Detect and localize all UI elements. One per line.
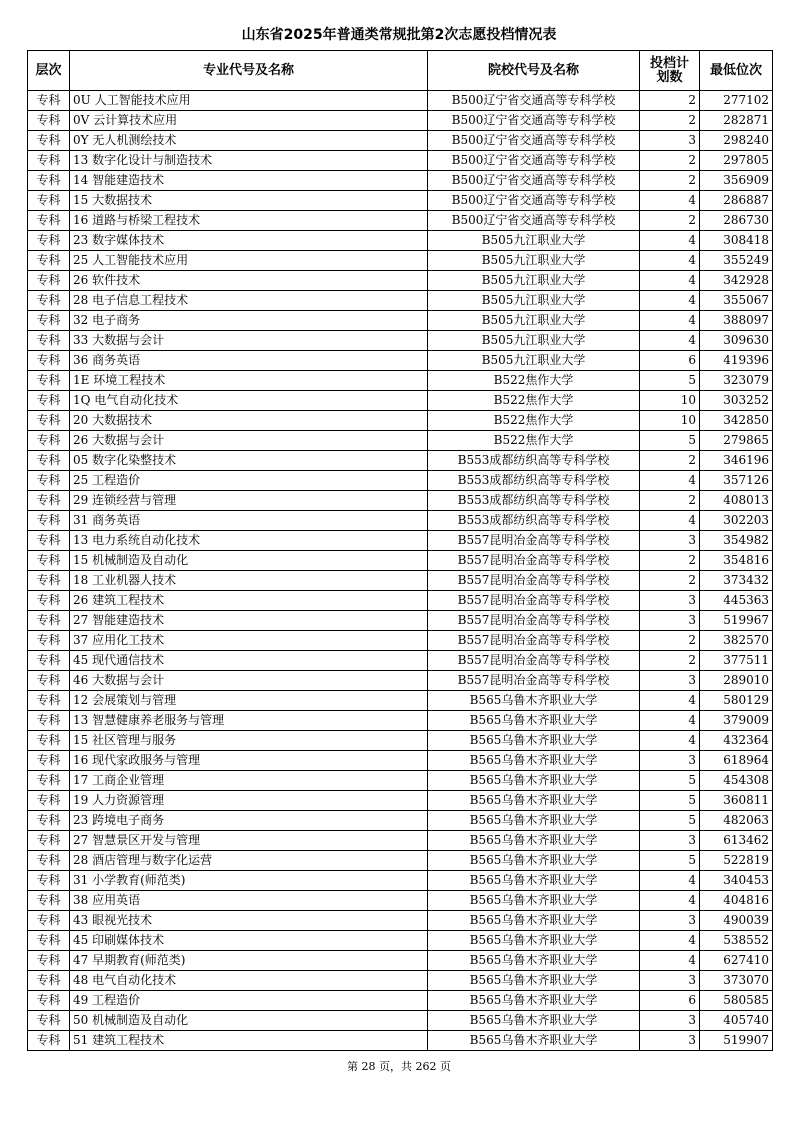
- school-cell: B522焦作大学: [428, 431, 640, 451]
- header-major: 专业代号及名称: [70, 51, 428, 91]
- plan-cell: 4: [640, 931, 700, 951]
- rank-cell: 490039: [700, 911, 773, 931]
- level-cell: 专科: [28, 651, 70, 671]
- table-row: [28, 911, 773, 931]
- major-cell: 23 跨境电子商务: [70, 811, 428, 831]
- plan-cell: 5: [640, 431, 700, 451]
- rank-cell: 519967: [700, 611, 773, 631]
- school-cell: B565乌鲁木齐职业大学: [428, 971, 640, 991]
- plan-cell: 5: [640, 791, 700, 811]
- school-cell: B553成都纺织高等专科学校: [428, 511, 640, 531]
- level-cell: 专科: [28, 751, 70, 771]
- school-cell: B565乌鲁木齐职业大学: [428, 771, 640, 791]
- table-row: [28, 211, 773, 231]
- admission-table: [27, 50, 773, 1051]
- level-cell: 专科: [28, 771, 70, 791]
- rank-cell: 342850: [700, 411, 773, 431]
- header-rank: 最低位次: [700, 51, 773, 91]
- major-cell: 20 大数据技术: [70, 411, 428, 431]
- level-cell: 专科: [28, 1011, 70, 1031]
- major-cell: 27 智慧景区开发与管理: [70, 831, 428, 851]
- table-row: [28, 111, 773, 131]
- plan-cell: 4: [640, 471, 700, 491]
- table-row: [28, 871, 773, 891]
- plan-cell: 2: [640, 571, 700, 591]
- major-cell: 0U 人工智能技术应用: [70, 91, 428, 111]
- table-row: [28, 351, 773, 371]
- major-cell: 16 现代家政服务与管理: [70, 751, 428, 771]
- school-cell: B500辽宁省交通高等专科学校: [428, 151, 640, 171]
- school-cell: B557昆明冶金高等专科学校: [428, 531, 640, 551]
- level-cell: 专科: [28, 351, 70, 371]
- plan-cell: 3: [640, 831, 700, 851]
- level-cell: 专科: [28, 491, 70, 511]
- header-school: 院校代号及名称: [428, 51, 640, 91]
- major-cell: 17 工商企业管理: [70, 771, 428, 791]
- level-cell: 专科: [28, 231, 70, 251]
- level-cell: 专科: [28, 531, 70, 551]
- table-header-row: [28, 51, 773, 91]
- table-row: [28, 671, 773, 691]
- table-row: [28, 751, 773, 771]
- level-cell: 专科: [28, 711, 70, 731]
- rank-cell: 404816: [700, 891, 773, 911]
- major-cell: 13 智慧健康养老服务与管理: [70, 711, 428, 731]
- plan-cell: 3: [640, 911, 700, 931]
- level-cell: 专科: [28, 91, 70, 111]
- level-cell: 专科: [28, 611, 70, 631]
- school-cell: B565乌鲁木齐职业大学: [428, 711, 640, 731]
- rank-cell: 277102: [700, 91, 773, 111]
- plan-cell: 5: [640, 851, 700, 871]
- major-cell: 28 电子信息工程技术: [70, 291, 428, 311]
- table-row: [28, 851, 773, 871]
- school-cell: B565乌鲁木齐职业大学: [428, 731, 640, 751]
- table-row: [28, 511, 773, 531]
- rank-cell: 355067: [700, 291, 773, 311]
- rank-cell: 580585: [700, 991, 773, 1011]
- school-cell: B565乌鲁木齐职业大学: [428, 1011, 640, 1031]
- level-cell: 专科: [28, 391, 70, 411]
- level-cell: 专科: [28, 951, 70, 971]
- plan-cell: 4: [640, 511, 700, 531]
- plan-cell: 4: [640, 731, 700, 751]
- level-cell: 专科: [28, 291, 70, 311]
- plan-cell: 5: [640, 371, 700, 391]
- rank-cell: 419396: [700, 351, 773, 371]
- school-cell: B500辽宁省交通高等专科学校: [428, 191, 640, 211]
- table-row: [28, 1031, 773, 1051]
- rank-cell: 454308: [700, 771, 773, 791]
- table-row: [28, 191, 773, 211]
- rank-cell: 308418: [700, 231, 773, 251]
- level-cell: 专科: [28, 371, 70, 391]
- table-row: [28, 411, 773, 431]
- major-cell: 14 智能建造技术: [70, 171, 428, 191]
- plan-cell: 2: [640, 631, 700, 651]
- table-row: [28, 611, 773, 631]
- rank-cell: 613462: [700, 831, 773, 851]
- school-cell: B553成都纺织高等专科学校: [428, 451, 640, 471]
- level-cell: 专科: [28, 851, 70, 871]
- plan-cell: 5: [640, 811, 700, 831]
- level-cell: 专科: [28, 831, 70, 851]
- rank-cell: 373070: [700, 971, 773, 991]
- major-cell: 23 数字媒体技术: [70, 231, 428, 251]
- major-cell: 37 应用化工技术: [70, 631, 428, 651]
- major-cell: 18 工业机器人技术: [70, 571, 428, 591]
- plan-cell: 3: [640, 591, 700, 611]
- table-row: [28, 591, 773, 611]
- rank-cell: 580129: [700, 691, 773, 711]
- school-cell: B565乌鲁木齐职业大学: [428, 1031, 640, 1051]
- school-cell: B565乌鲁木齐职业大学: [428, 891, 640, 911]
- plan-cell: 4: [640, 291, 700, 311]
- major-cell: 15 大数据技术: [70, 191, 428, 211]
- major-cell: 16 道路与桥梁工程技术: [70, 211, 428, 231]
- school-cell: B565乌鲁木齐职业大学: [428, 851, 640, 871]
- school-cell: B565乌鲁木齐职业大学: [428, 911, 640, 931]
- major-cell: 32 电子商务: [70, 311, 428, 331]
- rank-cell: 627410: [700, 951, 773, 971]
- rank-cell: 286730: [700, 211, 773, 231]
- plan-cell: 4: [640, 271, 700, 291]
- level-cell: 专科: [28, 511, 70, 531]
- plan-cell: 5: [640, 771, 700, 791]
- school-cell: B557昆明冶金高等专科学校: [428, 571, 640, 591]
- school-cell: B500辽宁省交通高等专科学校: [428, 131, 640, 151]
- rank-cell: 379009: [700, 711, 773, 731]
- major-cell: 28 酒店管理与数字化运营: [70, 851, 428, 871]
- major-cell: 05 数字化染整技术: [70, 451, 428, 471]
- rank-cell: 538552: [700, 931, 773, 951]
- plan-cell: 4: [640, 891, 700, 911]
- table-row: [28, 491, 773, 511]
- school-cell: B565乌鲁木齐职业大学: [428, 751, 640, 771]
- table-row: [28, 571, 773, 591]
- table-row: [28, 171, 773, 191]
- rank-cell: 346196: [700, 451, 773, 471]
- plan-cell: 4: [640, 231, 700, 251]
- plan-cell: 4: [640, 951, 700, 971]
- school-cell: B565乌鲁木齐职业大学: [428, 831, 640, 851]
- rank-cell: 388097: [700, 311, 773, 331]
- rank-cell: 357126: [700, 471, 773, 491]
- level-cell: 专科: [28, 331, 70, 351]
- rank-cell: 382570: [700, 631, 773, 651]
- plan-cell: 2: [640, 491, 700, 511]
- rank-cell: 373432: [700, 571, 773, 591]
- rank-cell: 482063: [700, 811, 773, 831]
- level-cell: 专科: [28, 171, 70, 191]
- table-row: [28, 271, 773, 291]
- table-row: [28, 231, 773, 251]
- rank-cell: 303252: [700, 391, 773, 411]
- plan-cell: 10: [640, 411, 700, 431]
- school-cell: B565乌鲁木齐职业大学: [428, 811, 640, 831]
- rank-cell: 445363: [700, 591, 773, 611]
- school-cell: B500辽宁省交通高等专科学校: [428, 211, 640, 231]
- major-cell: 27 智能建造技术: [70, 611, 428, 631]
- rank-cell: 405740: [700, 1011, 773, 1031]
- table-row: [28, 451, 773, 471]
- school-cell: B505九江职业大学: [428, 331, 640, 351]
- level-cell: 专科: [28, 891, 70, 911]
- level-cell: 专科: [28, 671, 70, 691]
- rank-cell: 323079: [700, 371, 773, 391]
- table-row: [28, 1011, 773, 1031]
- table-row: [28, 91, 773, 111]
- rank-cell: 522819: [700, 851, 773, 871]
- level-cell: 专科: [28, 731, 70, 751]
- level-cell: 专科: [28, 111, 70, 131]
- table-row: [28, 151, 773, 171]
- school-cell: B557昆明冶金高等专科学校: [428, 551, 640, 571]
- plan-cell: 2: [640, 151, 700, 171]
- page-title: 山东省2025年普通类常规批第2次志愿投档情况表: [241, 27, 557, 43]
- rank-cell: 356909: [700, 171, 773, 191]
- plan-cell: 3: [640, 1011, 700, 1031]
- major-cell: 45 现代通信技术: [70, 651, 428, 671]
- rank-cell: 302203: [700, 511, 773, 531]
- school-cell: B505九江职业大学: [428, 351, 640, 371]
- major-cell: 25 工程造价: [70, 471, 428, 491]
- plan-cell: 3: [640, 611, 700, 631]
- school-cell: B557昆明冶金高等专科学校: [428, 591, 640, 611]
- major-cell: 33 大数据与会计: [70, 331, 428, 351]
- level-cell: 专科: [28, 191, 70, 211]
- plan-cell: 2: [640, 91, 700, 111]
- school-cell: B557昆明冶金高等专科学校: [428, 671, 640, 691]
- major-cell: 25 人工智能技术应用: [70, 251, 428, 271]
- school-cell: B557昆明冶金高等专科学校: [428, 651, 640, 671]
- major-cell: 29 连锁经营与管理: [70, 491, 428, 511]
- level-cell: 专科: [28, 911, 70, 931]
- school-cell: B500辽宁省交通高等专科学校: [428, 171, 640, 191]
- plan-cell: 3: [640, 751, 700, 771]
- major-cell: 45 印刷媒体技术: [70, 931, 428, 951]
- table-row: [28, 931, 773, 951]
- rank-cell: 432364: [700, 731, 773, 751]
- major-cell: 1Q 电气自动化技术: [70, 391, 428, 411]
- level-cell: 专科: [28, 931, 70, 951]
- level-cell: 专科: [28, 411, 70, 431]
- school-cell: B565乌鲁木齐职业大学: [428, 931, 640, 951]
- table-row: [28, 651, 773, 671]
- school-cell: B505九江职业大学: [428, 311, 640, 331]
- plan-cell: 3: [640, 971, 700, 991]
- table-row: [28, 291, 773, 311]
- school-cell: B565乌鲁木齐职业大学: [428, 791, 640, 811]
- rank-cell: 298240: [700, 131, 773, 151]
- school-cell: B557昆明冶金高等专科学校: [428, 611, 640, 631]
- plan-cell: 3: [640, 531, 700, 551]
- table-row: [28, 431, 773, 451]
- plan-cell: 2: [640, 171, 700, 191]
- level-cell: 专科: [28, 251, 70, 271]
- table-row: [28, 311, 773, 331]
- table-row: [28, 631, 773, 651]
- school-cell: B505九江职业大学: [428, 271, 640, 291]
- school-cell: B505九江职业大学: [428, 291, 640, 311]
- school-cell: B522焦作大学: [428, 411, 640, 431]
- table-row: [28, 771, 773, 791]
- rank-cell: 519907: [700, 1031, 773, 1051]
- level-cell: 专科: [28, 311, 70, 331]
- major-cell: 26 建筑工程技术: [70, 591, 428, 611]
- table-row: [28, 471, 773, 491]
- rank-cell: 408013: [700, 491, 773, 511]
- level-cell: 专科: [28, 151, 70, 171]
- major-cell: 15 社区管理与服务: [70, 731, 428, 751]
- rank-cell: 377511: [700, 651, 773, 671]
- plan-cell: 4: [640, 871, 700, 891]
- plan-cell: 4: [640, 331, 700, 351]
- level-cell: 专科: [28, 131, 70, 151]
- table-row: [28, 831, 773, 851]
- level-cell: 专科: [28, 571, 70, 591]
- level-cell: 专科: [28, 551, 70, 571]
- school-cell: B557昆明冶金高等专科学校: [428, 631, 640, 651]
- major-cell: 13 数字化设计与制造技术: [70, 151, 428, 171]
- level-cell: 专科: [28, 991, 70, 1011]
- major-cell: 26 大数据与会计: [70, 431, 428, 451]
- major-cell: 43 眼视光技术: [70, 911, 428, 931]
- rank-cell: 360811: [700, 791, 773, 811]
- major-cell: 13 电力系统自动化技术: [70, 531, 428, 551]
- major-cell: 19 人力资源管理: [70, 791, 428, 811]
- rank-cell: 282871: [700, 111, 773, 131]
- rank-cell: 279865: [700, 431, 773, 451]
- school-cell: B505九江职业大学: [428, 231, 640, 251]
- plan-cell: 4: [640, 711, 700, 731]
- plan-cell: 2: [640, 451, 700, 471]
- level-cell: 专科: [28, 811, 70, 831]
- table-row: [28, 131, 773, 151]
- school-cell: B565乌鲁木齐职业大学: [428, 951, 640, 971]
- plan-cell: 3: [640, 1031, 700, 1051]
- major-cell: 46 大数据与会计: [70, 671, 428, 691]
- school-cell: B553成都纺织高等专科学校: [428, 491, 640, 511]
- level-cell: 专科: [28, 691, 70, 711]
- level-cell: 专科: [28, 591, 70, 611]
- table-row: [28, 731, 773, 751]
- major-cell: 31 商务英语: [70, 511, 428, 531]
- rank-cell: 340453: [700, 871, 773, 891]
- table-row: [28, 971, 773, 991]
- rank-cell: 297805: [700, 151, 773, 171]
- major-cell: 12 会展策划与管理: [70, 691, 428, 711]
- table-row: [28, 891, 773, 911]
- table-body: [28, 91, 773, 1051]
- major-cell: 51 建筑工程技术: [70, 1031, 428, 1051]
- plan-cell: 10: [640, 391, 700, 411]
- plan-cell: 4: [640, 311, 700, 331]
- school-cell: B500辽宁省交通高等专科学校: [428, 91, 640, 111]
- header-plan: [640, 51, 700, 91]
- page-footer: 第 28 页，共 262 页: [347, 1060, 451, 1073]
- table-row: [28, 811, 773, 831]
- table-row: [28, 251, 773, 271]
- rank-cell: 354816: [700, 551, 773, 571]
- major-cell: 48 电气自动化技术: [70, 971, 428, 991]
- level-cell: 专科: [28, 211, 70, 231]
- school-cell: B565乌鲁木齐职业大学: [428, 871, 640, 891]
- plan-cell: 3: [640, 131, 700, 151]
- level-cell: 专科: [28, 471, 70, 491]
- rank-cell: 286887: [700, 191, 773, 211]
- rank-cell: 355249: [700, 251, 773, 271]
- plan-cell: 2: [640, 651, 700, 671]
- major-cell: 47 早期教育(师范类): [70, 951, 428, 971]
- table-row: [28, 791, 773, 811]
- table-row: [28, 691, 773, 711]
- plan-cell: 4: [640, 191, 700, 211]
- rank-cell: 354982: [700, 531, 773, 551]
- rank-cell: 309630: [700, 331, 773, 351]
- table-row: [28, 711, 773, 731]
- level-cell: 专科: [28, 451, 70, 471]
- level-cell: 专科: [28, 971, 70, 991]
- level-cell: 专科: [28, 791, 70, 811]
- table-row: [28, 391, 773, 411]
- school-cell: B522焦作大学: [428, 391, 640, 411]
- level-cell: 专科: [28, 631, 70, 651]
- major-cell: 26 软件技术: [70, 271, 428, 291]
- plan-cell: 6: [640, 991, 700, 1011]
- school-cell: B553成都纺织高等专科学校: [428, 471, 640, 491]
- level-cell: 专科: [28, 271, 70, 291]
- table-row: [28, 371, 773, 391]
- header-plan-label: 投档计划数: [649, 55, 689, 85]
- plan-cell: 6: [640, 351, 700, 371]
- plan-cell: 2: [640, 551, 700, 571]
- school-cell: B565乌鲁木齐职业大学: [428, 991, 640, 1011]
- table-row: [28, 531, 773, 551]
- major-cell: 38 应用英语: [70, 891, 428, 911]
- major-cell: 0Y 无人机测绘技术: [70, 131, 428, 151]
- table-row: [28, 331, 773, 351]
- level-cell: 专科: [28, 871, 70, 891]
- school-cell: B505九江职业大学: [428, 251, 640, 271]
- major-cell: 50 机械制造及自动化: [70, 1011, 428, 1031]
- major-cell: 0V 云计算技术应用: [70, 111, 428, 131]
- major-cell: 49 工程造价: [70, 991, 428, 1011]
- major-cell: 31 小学教育(师范类): [70, 871, 428, 891]
- major-cell: 36 商务英语: [70, 351, 428, 371]
- level-cell: 专科: [28, 431, 70, 451]
- school-cell: B522焦作大学: [428, 371, 640, 391]
- plan-cell: 2: [640, 111, 700, 131]
- major-cell: 15 机械制造及自动化: [70, 551, 428, 571]
- school-cell: B565乌鲁木齐职业大学: [428, 691, 640, 711]
- plan-cell: 2: [640, 211, 700, 231]
- level-cell: 专科: [28, 1031, 70, 1051]
- plan-cell: 4: [640, 251, 700, 271]
- table-row: [28, 951, 773, 971]
- rank-cell: 289010: [700, 671, 773, 691]
- major-cell: 1E 环境工程技术: [70, 371, 428, 391]
- plan-cell: 4: [640, 691, 700, 711]
- rank-cell: 618964: [700, 751, 773, 771]
- rank-cell: 342928: [700, 271, 773, 291]
- plan-cell: 3: [640, 671, 700, 691]
- header-level: 层次: [28, 51, 70, 91]
- table-row: [28, 551, 773, 571]
- school-cell: B500辽宁省交通高等专科学校: [428, 111, 640, 131]
- table-row: [28, 991, 773, 1011]
